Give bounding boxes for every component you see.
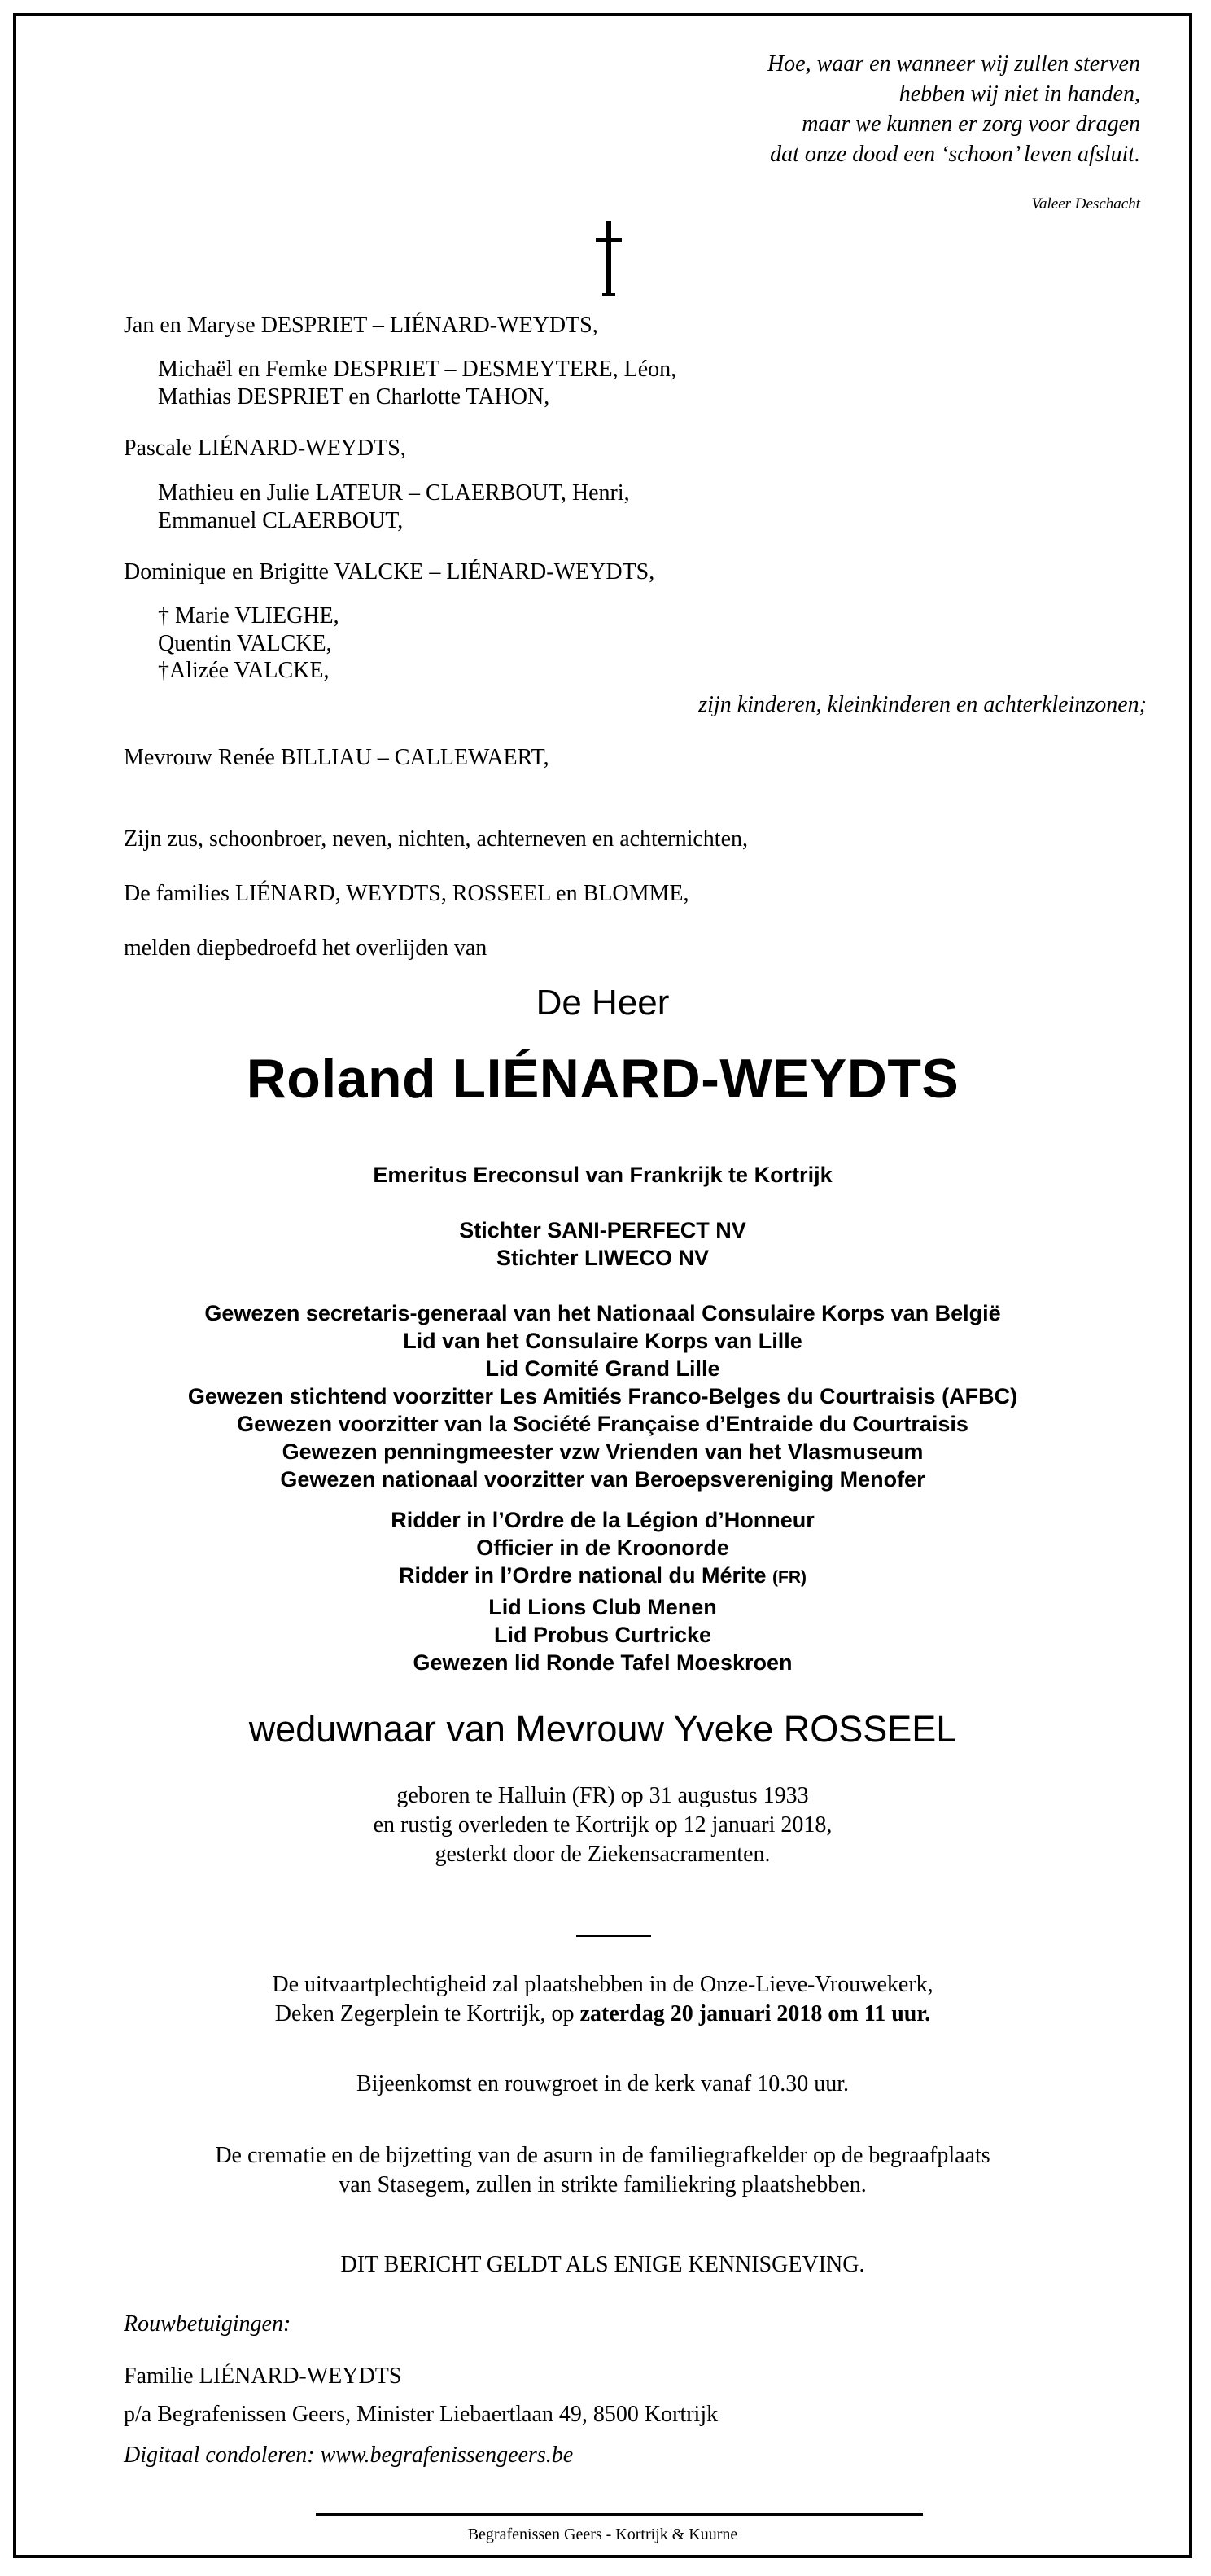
titles-group-3 (16, 1299, 1189, 1493)
condolences-address-2: p/a Begrafenissen Geers, Minister Liebaertlaan 49, 8500 Kortrijk (124, 2402, 719, 2427)
funeral-date: zaterdag 20 januari 2018 om 11 uur. (579, 2001, 931, 2026)
cremation-line: De crematie en de bijzetting van de asurn in de familiegrafkelder op de begraafplaats (215, 2143, 990, 2168)
family-member: Mathias DESPRIET en Charlotte TAHON, (158, 384, 550, 410)
birth-line: gesterkt door de Ziekensacramenten. (435, 1842, 771, 1867)
quote-line: hebben wij niet in handen, (898, 81, 1140, 107)
family-head: Jan en Maryse DESPRIET – LIÉNARD-WEYDTS, (124, 313, 598, 338)
title-line: Ridder in l’Ordre de la Légion d’Honneur (391, 1508, 815, 1532)
title-line: Lid Comité Grand Lille (485, 1356, 720, 1381)
condolences-label: Rouwbetuigingen: (124, 2311, 291, 2337)
title-line: Stichter SANI-PERFECT NV (459, 1218, 746, 1242)
title-line-text: Ridder in l’Ordre national du Mérite (398, 1563, 767, 1588)
family-member: Quentin VALCKE, (158, 631, 332, 656)
salutation: De Heer (536, 983, 670, 1023)
family-other: Mevrouw Renée BILLIAU – CALLEWAERT, (124, 745, 549, 770)
family-member: † Marie VLIEGHE, (158, 603, 339, 629)
title-line: Gewezen stichtend voorzitter Les Amitiés Franco-Belges du Courtraisis (AFBC) (187, 1384, 1018, 1408)
death-notice (13, 13, 1192, 2558)
widow-line: weduwnaar van Mevrouw Yveke ROSSEEL (248, 1708, 957, 1750)
family-other: Zijn zus, schoonbroer, neven, nichten, achterneven en achternichten, (124, 826, 749, 852)
titles-group-5 (16, 1593, 1189, 1676)
family-relation: zijn kinderen, kleinkinderen en achterkleinzonen; (698, 692, 1147, 717)
funeral-info (16, 1970, 1189, 2029)
funeral-line (16, 2000, 1189, 2029)
cross-icon (592, 220, 625, 298)
family-member: Emmanuel CLAERBOUT, (158, 508, 404, 533)
notice: DIT BERICHT GELDT ALS ENIGE KENNISGEVING. (340, 2252, 865, 2277)
title-line: Stichter LIWECO NV (496, 1246, 710, 1270)
birth-death (16, 1781, 1189, 1869)
title-line: Gewezen lid Ronde Tafel Moeskroen (413, 1650, 793, 1675)
family-member: Mathieu en Julie LATEUR – CLAERBOUT, Henri, (158, 480, 630, 506)
quote-author: Valeer Deschacht (1031, 195, 1140, 212)
cremation-line: van Stasegem, zullen in strikte familiekring plaatshebben. (339, 2172, 867, 2197)
divider (576, 1935, 651, 1937)
title-line: Lid van het Consulaire Korps van Lille (403, 1329, 802, 1353)
titles-group-1 (16, 1161, 1189, 1189)
title-line: Gewezen secretaris-generaal van het Nationaal Consulaire Korps van België (204, 1301, 1001, 1325)
digital-condolences: Digitaal condoleren: www.begrafenissengeers.be (124, 2442, 574, 2468)
funeral-line: De uitvaartplechtigheid zal plaatshebben in de Onze-Lieve-Vrouwekerk, (272, 1972, 933, 1997)
family-member: †Alizée VALCKE, (158, 658, 330, 683)
birth-line: en rustig overleden te Kortrijk op 12 januari 2018, (373, 1812, 833, 1838)
titles-group-4 (16, 1506, 1189, 1592)
title-line: Lid Probus Curtricke (493, 1623, 712, 1647)
footer-divider (316, 2513, 923, 2516)
family-member: Michaël en Femke DESPRIET – DESMEYTERE, Léon, (158, 357, 677, 382)
quote-line: Hoe, waar en wanneer wij zullen sterven (767, 51, 1140, 77)
cremation (16, 2141, 1189, 2200)
footer: Begrafenissen Geers - Kortrijk & Kuurne (467, 2526, 738, 2543)
quote (767, 49, 1140, 169)
titles-group-2 (16, 1216, 1189, 1272)
title-line: Gewezen penningmeester vzw Vrienden van het Vlasmuseum (282, 1439, 924, 1464)
deceased-name: Roland LIÉNARD-WEYDTS (246, 1048, 960, 1110)
title-line: Officier in de Kroonorde (476, 1536, 729, 1560)
title-line: Gewezen voorzitter van la Société Française d’Entraide du Courtraisis (237, 1412, 968, 1436)
family-head: Dominique en Brigitte VALCKE – LIÉNARD-WEYDTS, (124, 559, 655, 585)
birth-line: geboren te Halluin (FR) op 31 augustus 1933 (396, 1783, 809, 1808)
family-head: Pascale LIÉNARD-WEYDTS, (124, 436, 406, 461)
funeral-line-prefix: Deken Zegerplein te Kortrijk, op (274, 2001, 580, 2026)
quote-line: dat onze dood een ‘schoon’ leven afsluit. (770, 142, 1140, 167)
gathering: Bijeenkomst en rouwgroet in de kerk vanaf 10.30 uur. (356, 2071, 849, 2096)
country-suffix: (FR) (772, 1568, 807, 1587)
title-line: Lid Lions Club Menen (488, 1595, 717, 1619)
announcement: melden diepbedroefd het overlijden van (124, 935, 487, 961)
title-line: Emeritus Ereconsul van Frankrijk te Kortrijk (373, 1163, 833, 1187)
family-other: De families LIÉNARD, WEYDTS, ROSSEEL en BLOMME, (124, 881, 689, 906)
title-line: Gewezen nationaal voorzitter van Beroepsvereniging Menofer (280, 1467, 925, 1492)
title-line (16, 1562, 1189, 1592)
condolences-address-1: Familie LIÉNARD-WEYDTS (124, 2364, 402, 2389)
quote-line: maar we kunnen er zorg voor dragen (802, 112, 1140, 137)
